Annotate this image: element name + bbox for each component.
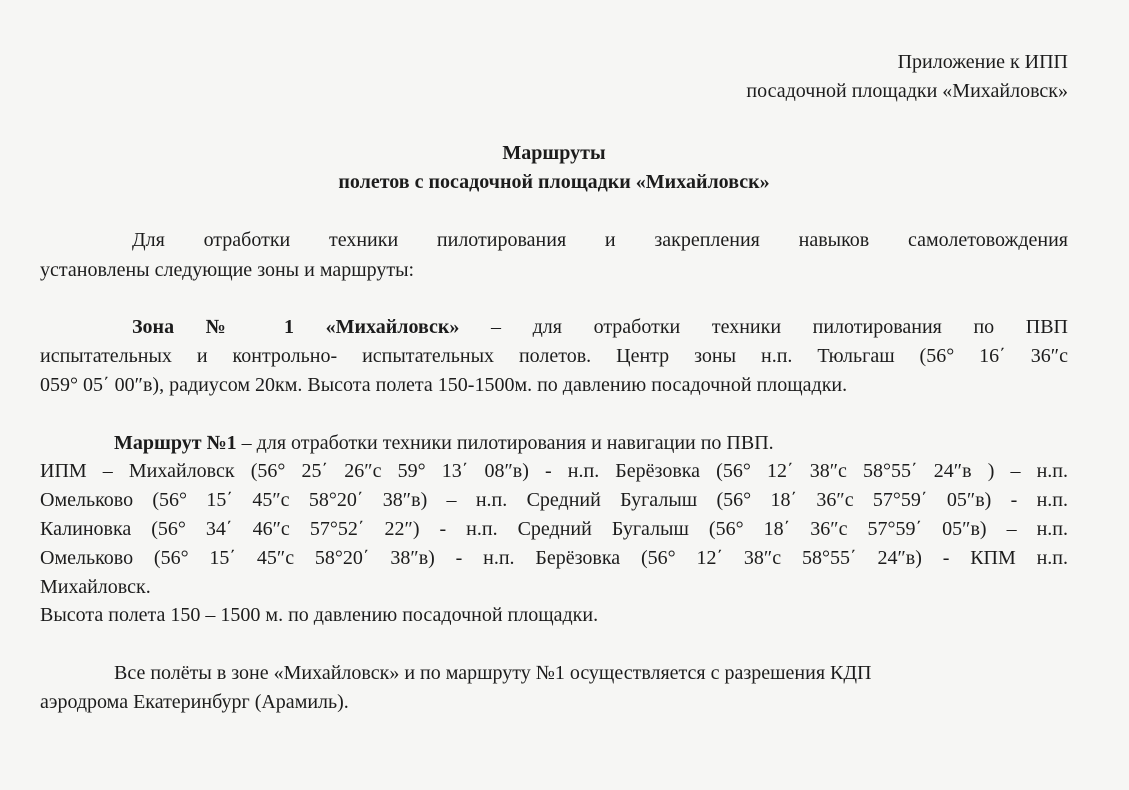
intro-line-2: установлены следующие зоны и маршруты: <box>40 259 415 281</box>
route-line-1: Маршрут №1 – для отработки техники пилотирования и навигации по ПВП. <box>114 432 774 454</box>
closing-line-1: Все полёты в зоне «Михайловск» и по маршруту №1 осуществляется с разрешения КДП <box>114 662 872 684</box>
intro-line-1: Для отработки техники пилотирования и закрепления навыков самолетовождения <box>132 229 1068 251</box>
route-title: Маршрут №1 <box>114 432 237 454</box>
route-line-7: Высота полета 150 – 1500 м. по давлению посадочной площадки. <box>40 604 599 626</box>
route-line-6: Михайловск. <box>40 576 151 598</box>
closing-line-2: аэродрома Екатеринбург (Арамиль). <box>40 691 349 713</box>
zone-line-1: Зона № 1 «Михайловск» – для отработки техники пилотирования по ПВП <box>132 316 1068 338</box>
route-line-2: ИПМ – Михайловск (56° 25΄ 26″с 59° 13΄ 08″в) - н.п. Берёзовка (56° 12΄ 38″с 58°55΄ 24″в ) – н.п. <box>40 460 1068 482</box>
zone-line-3: 059° 05΄ 00″в), радиусом 20км. Высота полета 150-1500м. по давлению посадочной площадки. <box>40 374 848 396</box>
route-line-5: Омельково (56° 15΄ 45″с 58°20΄ 38″в) - н.п. Берёзовка (56° 12΄ 38″с 58°55΄ 24″в) - КПМ н.п. <box>40 547 1068 569</box>
zone-line-2: испытательных и контрольно- испытательных полетов. Центр зоны н.п. Тюльгаш (56° 16΄ 36″с <box>40 345 1068 367</box>
header-line-1: Приложение к ИПП <box>897 51 1068 73</box>
zone-title: Зона № 1 «Михайловск» <box>132 316 460 338</box>
route-line-4: Калиновка (56° 34΄ 46″с 57°52΄ 22″) - н.п. Средний Бугалыш (56° 18΄ 36″с 57°59΄ 05″в) – н.п. <box>40 518 1068 540</box>
route-line-3: Омельково (56° 15΄ 45″с 58°20΄ 38″в) – н.п. Средний Бугалыш (56° 18΄ 36″с 57°59΄ 05″в) - н.п. <box>40 489 1068 511</box>
title-line-2: полетов с посадочной площадки «Михайловск» <box>338 171 770 193</box>
title-line-1: Маршруты <box>502 142 606 164</box>
header-line-2: посадочной площадки «Михайловск» <box>746 80 1068 102</box>
